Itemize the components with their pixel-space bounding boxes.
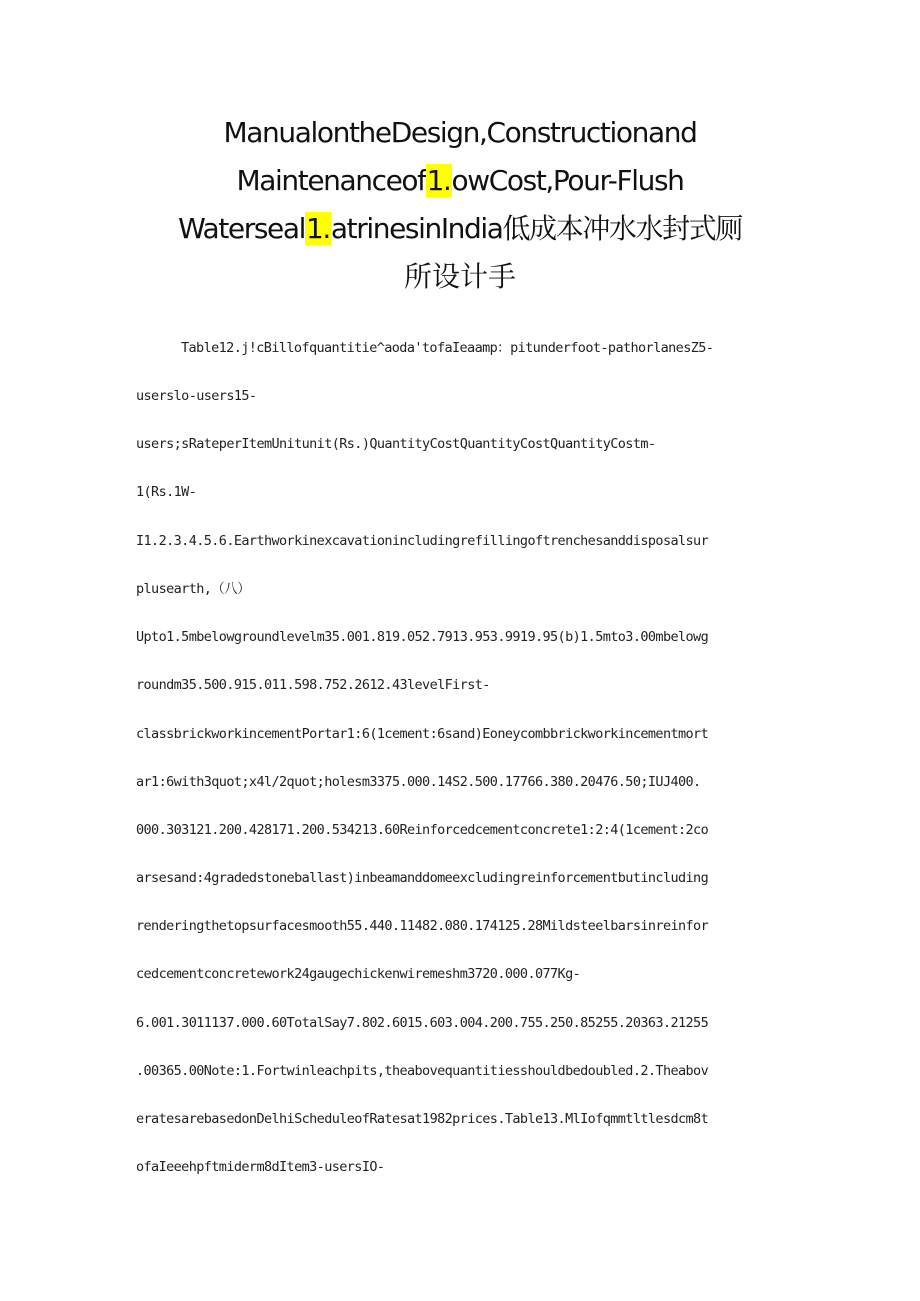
body-line: renderingthetopsurfacesmooth55.440.11482.080.174125.28Mildsteelbarsinreinfor	[136, 918, 709, 934]
body-line: 1(Rs.1W-	[136, 484, 197, 500]
body-line: userslo-users15-	[136, 388, 257, 404]
title-line-2	[100, 161, 820, 201]
body-line: eratesarebasedonDelhiScheduleofRatesat1982prices.Table13.MlIofqmmtltlesdcm8t	[136, 1111, 709, 1127]
body-line: ofaIeeehpftmiderm8dItem3-usersIO-	[136, 1159, 385, 1175]
title-line-1: ManualontheDesign,Constructionand	[223, 116, 697, 149]
body-line: Upto1.5mbelowgroundlevelm35.001.819.052.7913.953.9919.95(b)1.5mto3.00mbelowg	[136, 629, 709, 645]
body-line: cedcementconcretework24gaugechickenwiremeshm3720.000.077Kg-	[136, 966, 581, 982]
title-line-2-start: Maintenanceof	[236, 164, 426, 197]
body-line: .00365.00Note:1.Fortwinleachpits,theabovequantitiesshouldbedoubled.2.Theabov	[136, 1063, 709, 1079]
body-line: 6.001.3011137.000.60TotalSay7.802.6015.603.004.200.755.250.85255.20363.21255	[136, 1015, 709, 1031]
body-line: users;sRateperItemUnitunit(Rs.)QuantityCostQuantityCostQuantityCostm-	[136, 436, 656, 452]
title-line-4: 所设计手	[403, 260, 516, 293]
title-line-3-end: atrinesinIndia低成本冲水水封式厕	[330, 212, 742, 245]
title-line-3-start: Waterseal	[178, 212, 305, 245]
highlighted-text: 1.	[305, 212, 330, 245]
title-line-2-end: owCost,Pour-Flush	[451, 164, 684, 197]
body-line: roundm35.500.915.011.598.752.2612.43levelFirst-	[136, 677, 490, 693]
body-line: classbrickworkincementPortar1:6(1cement:6sand)Eoneycombbrickworkincementmort	[136, 726, 709, 742]
body-line: I1.2.3.4.5.6.Earthworkinexcavationincludingrefillingoftrenchesanddisposalsur	[136, 533, 709, 549]
body-line: plusearth,（八）	[136, 581, 250, 597]
body-line: ar1:6with3quot;x4l/2quot;holesm3375.000.14S2.500.17766.380.20476.50;IUJ400.	[136, 774, 701, 790]
highlighted-text: 1.	[426, 164, 451, 197]
title-line-3	[100, 209, 820, 249]
body-line: 000.303121.200.428171.200.534213.60Reinforcedcementconcrete1:2:4(1cement:2co	[136, 822, 709, 838]
body-line: Table12.j!cBillofquantitie^aoda'tofaIeaamp：pitunderfoot-pathorlanesZ5-	[181, 340, 714, 356]
body-line: arsesand:4gradedstoneballast)inbeamanddomeexcludingreinforcementbutincluding	[136, 870, 709, 886]
